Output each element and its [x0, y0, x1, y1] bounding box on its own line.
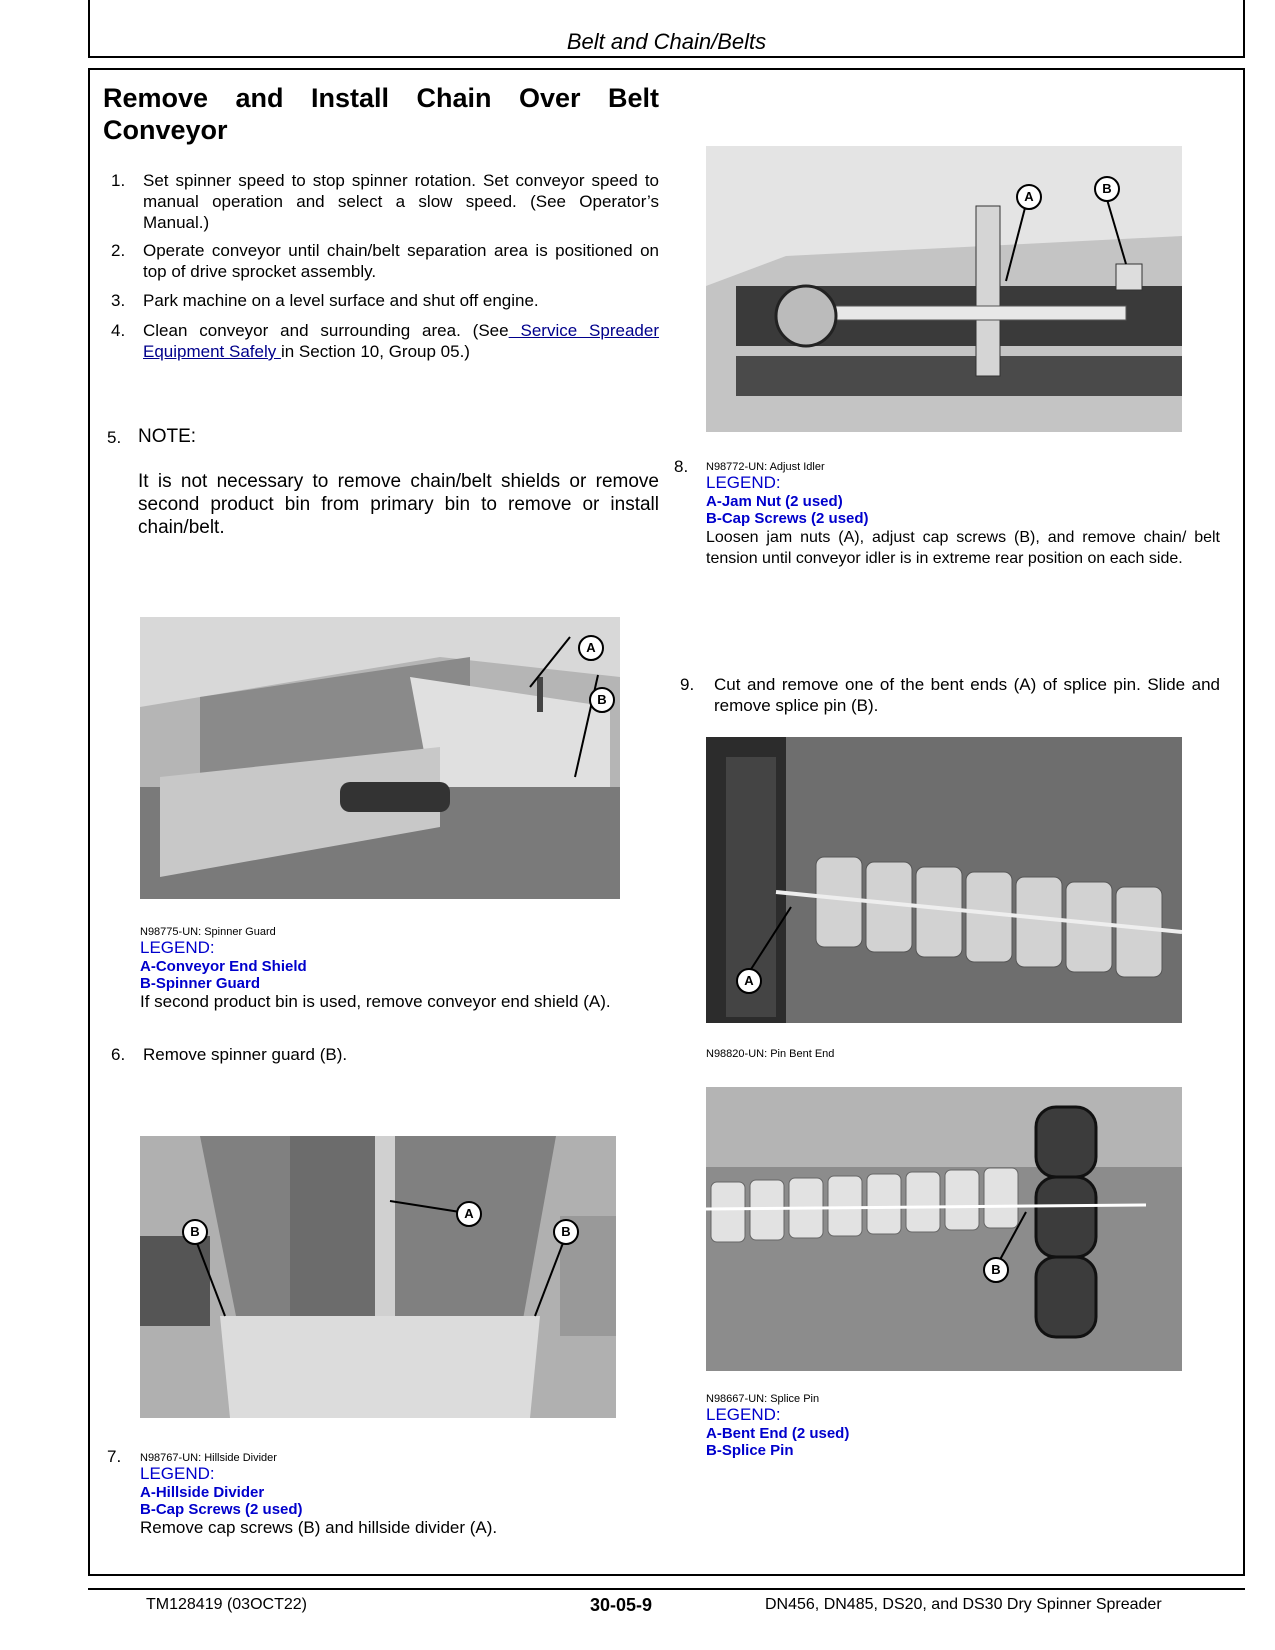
- adjust-idler-caption: [706, 461, 1220, 569]
- legend-item: A-Conveyor End Shield: [140, 958, 307, 975]
- hillside-divider-photo: [140, 1136, 616, 1418]
- legend-item: A-Hillside Divider: [140, 1484, 265, 1501]
- figure-id: N98772-UN: Adjust Idler: [706, 461, 825, 473]
- callout-b: B: [1094, 176, 1120, 202]
- step-number: 4.: [111, 321, 126, 340]
- legend-item: B-Spinner Guard: [140, 975, 261, 992]
- figure-instruction: If second product bin is used, remove conveyor end shield (A).: [140, 992, 611, 1011]
- legend-item: B-Splice Pin: [706, 1442, 794, 1459]
- adjust-idler-photo: [706, 146, 1182, 432]
- splice-pin-photo: [706, 1087, 1182, 1371]
- figure-id: N98767-UN: Hillside Divider: [140, 1452, 277, 1464]
- step-number: 9.: [680, 675, 695, 694]
- step-text: Park machine on a level surface and shut off engine.: [143, 291, 539, 310]
- footer-doc-id: TM128419 (03OCT22): [146, 1596, 307, 1613]
- legend-item: A-Bent End (2 used): [706, 1425, 850, 1442]
- legend-label: LEGEND:: [706, 473, 781, 492]
- pin-bent-end-photo: [706, 737, 1182, 1023]
- note-label: NOTE:: [138, 426, 197, 447]
- step-number: 1.: [111, 171, 126, 190]
- legend-item: A-Jam Nut (2 used): [706, 493, 843, 510]
- callout-b: B: [589, 687, 615, 713]
- callout-b: B: [553, 1219, 579, 1245]
- step-number: 3.: [111, 291, 126, 310]
- figure-id: N98667-UN: Splice Pin: [706, 1393, 820, 1405]
- legend-label: LEGEND:: [140, 1464, 215, 1483]
- step-text: Set spinner speed to stop spinner rotation. Set conveyor speed to manual operation and select a slow speed. (See Operator’s Manual.): [143, 171, 659, 232]
- step-number: 6.: [111, 1045, 126, 1064]
- callout-a: A: [456, 1201, 482, 1227]
- legend-item: B-Cap Screws (2 used): [706, 510, 869, 527]
- pin-bent-end-figure-id: N98820-UN: Pin Bent End: [706, 1048, 835, 1060]
- step-number: 7.: [107, 1447, 122, 1466]
- hillside-divider-caption: [140, 1452, 660, 1538]
- page-header-title: Belt and Chain/Belts: [566, 29, 767, 54]
- figure-instruction: Loosen jam nuts (A), adjust cap screws (B), and remove chain/ belt tension until conveyor idler is in extreme rear position on each side.: [706, 529, 1220, 567]
- step-text-part: in Section 10, Group 05.): [280, 342, 470, 361]
- legend-label: LEGEND:: [706, 1405, 781, 1424]
- step-text: Operate conveyor until chain/belt separation area is positioned on top of drive sprocket assembly.: [143, 241, 659, 281]
- pin-bent-end-illustration: [706, 737, 1182, 1023]
- footer-rule: [88, 1588, 1245, 1590]
- legend-label: LEGEND:: [140, 938, 215, 957]
- callout-a: A: [736, 968, 762, 994]
- figure-id: N98775-UN: Spinner Guard: [140, 926, 276, 938]
- callout-b: B: [182, 1219, 208, 1245]
- step-text: [143, 320, 659, 362]
- section-title: Remove and Install Chain Over Belt Conveyor: [103, 83, 659, 145]
- callout-b: B: [983, 1257, 1009, 1283]
- spinner-guard-photo: [140, 617, 620, 899]
- step-number: 8.: [674, 457, 689, 476]
- splice-pin-illustration: [706, 1087, 1182, 1371]
- callout-a: A: [578, 635, 604, 661]
- note-text: It is not necessary to remove chain/belt shields or remove second product bin from primary bin to remove or install chain/belt.: [138, 471, 659, 538]
- step-text: Remove spinner guard (B).: [143, 1045, 348, 1064]
- step-text: Cut and remove one of the bent ends (A) of splice pin. Slide and remove splice pin (B).: [714, 675, 1220, 715]
- step-text-part: Clean conveyor and surrounding area. (See: [143, 321, 509, 340]
- callout-a: A: [1016, 184, 1042, 210]
- service-safety-link[interactable]: Service Spreader Equipment Safely: [143, 321, 659, 361]
- footer-product: DN456, DN485, DS20, and DS30 Dry Spinner Spreader: [765, 1596, 1162, 1613]
- step-number: 2.: [111, 241, 126, 260]
- step-number: 5.: [107, 428, 122, 447]
- figure-instruction: Remove cap screws (B) and hillside divider (A).: [140, 1518, 498, 1537]
- spinner-guard-caption: [140, 926, 660, 1012]
- hillside-divider-illustration: [140, 1136, 616, 1418]
- footer-page-number: 30-05-9: [590, 1595, 653, 1615]
- spinner-guard-illustration: [140, 617, 620, 899]
- splice-pin-caption: [706, 1393, 1220, 1459]
- legend-item: B-Cap Screws (2 used): [140, 1501, 303, 1518]
